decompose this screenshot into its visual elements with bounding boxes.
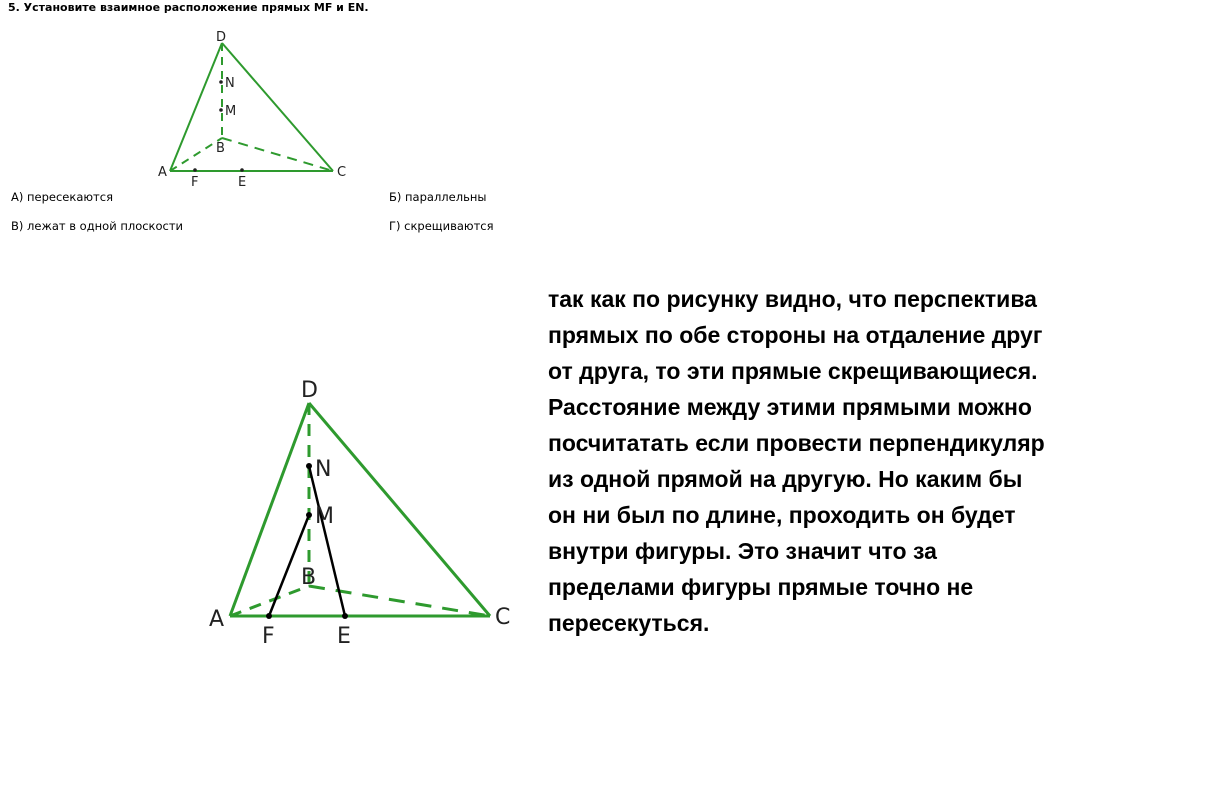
label-E: E — [337, 624, 351, 649]
label-M: M — [225, 104, 237, 119]
explanation-line: посчитатать если провести перпендикуляр — [548, 430, 1045, 456]
explanation-text — [548, 281, 1188, 641]
label-E: E — [238, 175, 247, 190]
edge-AB-hidden — [170, 138, 222, 171]
segment-NE — [309, 466, 345, 616]
label-B: B — [216, 141, 225, 156]
label-M: M — [315, 504, 334, 529]
explanation-line: внутри фигуры. Это значит что за — [548, 538, 937, 564]
label-A: A — [158, 165, 167, 180]
point-F — [193, 168, 197, 172]
label-F: F — [262, 624, 275, 649]
point-N — [306, 463, 312, 469]
explanation-line: прямых по обе стороны на отдаление друг — [548, 322, 1043, 348]
point-M — [306, 512, 312, 518]
edge-DA — [230, 403, 309, 616]
label-C: C — [495, 605, 511, 630]
explanation-line: Расстояние между этими прямыми можно — [548, 394, 1032, 420]
label-N: N — [225, 76, 235, 91]
edge-DA — [170, 43, 222, 171]
option-c: В) лежат в одной плоскости — [11, 219, 184, 233]
option-a: А) пересекаются — [11, 190, 113, 204]
explanation-line: так как по рисунку видно, что перспектива — [548, 286, 1037, 312]
point-N — [219, 80, 223, 84]
explanation-line: из одной прямой на другую. Но каким бы — [548, 466, 1023, 492]
option-d: Г) скрещиваются — [389, 219, 494, 233]
explanation-line: от друга, то эти прямые скрещивающиеся. — [548, 358, 1038, 384]
point-E — [240, 168, 244, 172]
label-B: B — [301, 565, 317, 590]
label-C: C — [337, 165, 347, 180]
edge-BC-hidden — [222, 138, 333, 171]
point-F — [266, 613, 272, 619]
explanation-line: он ни был по длине, проходить он будет — [548, 502, 1016, 528]
edge-BC-hidden — [309, 586, 490, 616]
option-b: Б) параллельны — [389, 190, 487, 204]
point-E — [342, 613, 348, 619]
point-M — [219, 108, 223, 112]
explanation-line: пределами фигуры прямые точно не — [548, 574, 974, 600]
label-D: D — [216, 30, 227, 45]
label-A: A — [209, 607, 225, 632]
label-F: F — [191, 175, 199, 190]
tetrahedron-figure-small — [150, 26, 360, 194]
label-N: N — [315, 457, 332, 482]
label-D: D — [301, 378, 318, 403]
question-title: 5. Установите взаимное расположение прямых MF и EN. — [8, 1, 369, 14]
explanation-line: пересекуться. — [548, 610, 710, 636]
edge-DC — [222, 43, 333, 171]
tetrahedron-figure-annotated — [205, 370, 525, 650]
